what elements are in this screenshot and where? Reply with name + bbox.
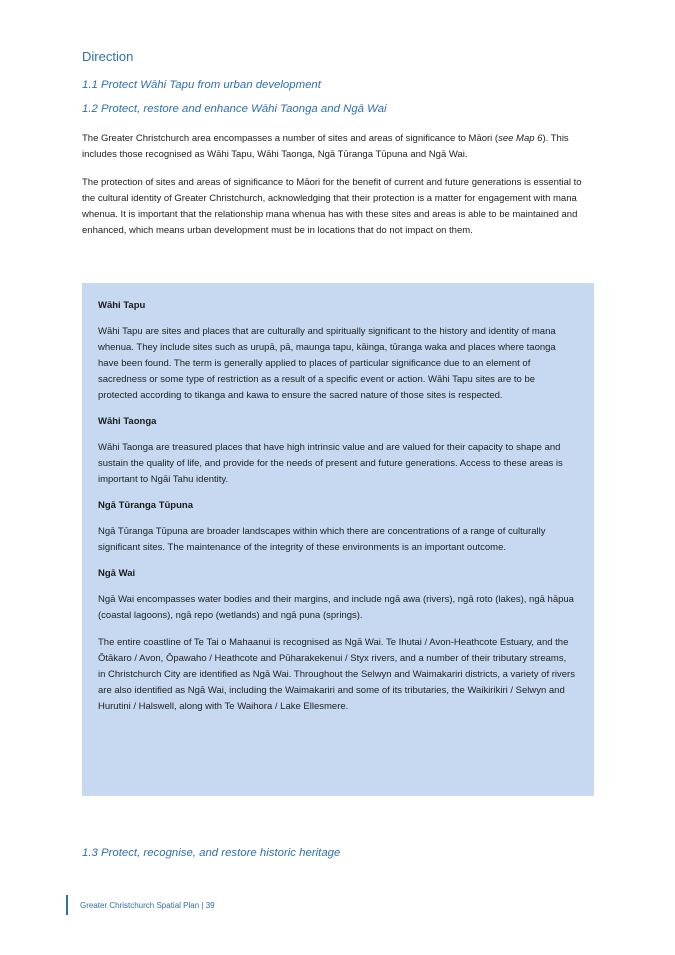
map-reference: see Map 6 <box>498 133 543 144</box>
wahi-taonga-heading: Wāhi Taonga <box>98 416 157 427</box>
turanga-tupuna-text: Ngā Tūranga Tūpuna are broader landscapes within which there are concentrations of a range of culturally significant sites. The maintenance of the integrity of these environments is an important outcome. <box>98 526 546 553</box>
intro-paragraph-1 <box>82 131 592 163</box>
nga-wai-text-1: Ngā Wai encompasses water bodies and their margins, and include ngā awa (rivers), ngā roto (lakes), ngā hāpua (coastal lagoons), ngā repo (wetlands) and ngā puna (springs). <box>98 594 574 621</box>
direction-item-1-2: 1.2 Protect, restore and enhance Wāhi Taonga and Ngā Wai <box>82 103 387 115</box>
intro-p1-text-b: ). This includes those recognised as Wāhi Tapu, Wāhi Taonga, Ngā Tūranga Tūpuna and Ngā Wai. <box>82 133 569 160</box>
footer-text: Greater Christchurch Spatial Plan | 39 <box>80 900 215 910</box>
direction-item-1-1: 1.1 Protect Wāhi Tapu from urban development <box>82 79 321 91</box>
page-footer <box>66 895 215 915</box>
turanga-tupuna-heading: Ngā Tūranga Tūpuna <box>98 500 193 511</box>
definitions-callout-box <box>82 283 594 796</box>
intro-paragraph-2: The protection of sites and areas of significance to Māori for the benefit of current and future generations is essential to the cultural identity of Greater Christchurch, acknowledging that their protection is a matter for engagement with mana whenua. It is important that the relationship mana whenua has with these sites and areas is able to be maintained and enhanced, which means urban development must be in locations that do not impact on them. <box>82 177 582 236</box>
wahi-tapu-text: Wāhi Tapu are sites and places that are culturally and spiritually significant to the history and identity of mana whenua. They include sites such as urupā, pā, maunga tapu, kāinga, tūranga waka and places where taonga have been found. The term is generally applied to places of particular significance due to an element of sacredness or some type of restriction as a result of a specific event or action. Wāhi Tapu sites are to be protected according to tikanga and kawa to ensure the sacred nature of those sites is respected. <box>98 326 556 401</box>
wahi-taonga-text: Wāhi Taonga are treasured places that have high intrinsic value and are valued for their capacity to shape and sustain the quality of life, and provide for the needs of present and future generations. Access to these areas is important to Ngāi Tahu identity. <box>98 442 563 485</box>
nga-wai-text-2: The entire coastline of Te Tai o Mahaanui is recognised as Ngā Wai. Te Ihutai / Avon-Heathcote Estuary, and the Ōtākaro / Avon, Ōpawaho / Heathcote and Pūharakekenui / Styx rivers, and a number of their tributary streams, in Christchurch City are identified as Ngā Wai. Throughout the Selwyn and Waimakariri districts, a variety of rivers are also identified as Ngā Wai, including the Waimakariri and some of its tributaries, the Waikirikiri / Selwyn and Hurutini / Halswell, along with Te Waihora / Lake Ellesmere. <box>98 637 575 712</box>
wahi-tapu-heading: Wāhi Tapu <box>98 300 146 311</box>
footer-accent-bar <box>66 895 68 915</box>
nga-wai-heading: Ngā Wai <box>98 568 136 579</box>
section-heading: Direction <box>82 49 134 64</box>
direction-item-1-3: 1.3 Protect, recognise, and restore historic heritage <box>82 847 341 859</box>
intro-p1-text-a: The Greater Christchurch area encompasses a number of sites and areas of significance to Māori ( <box>82 133 499 144</box>
